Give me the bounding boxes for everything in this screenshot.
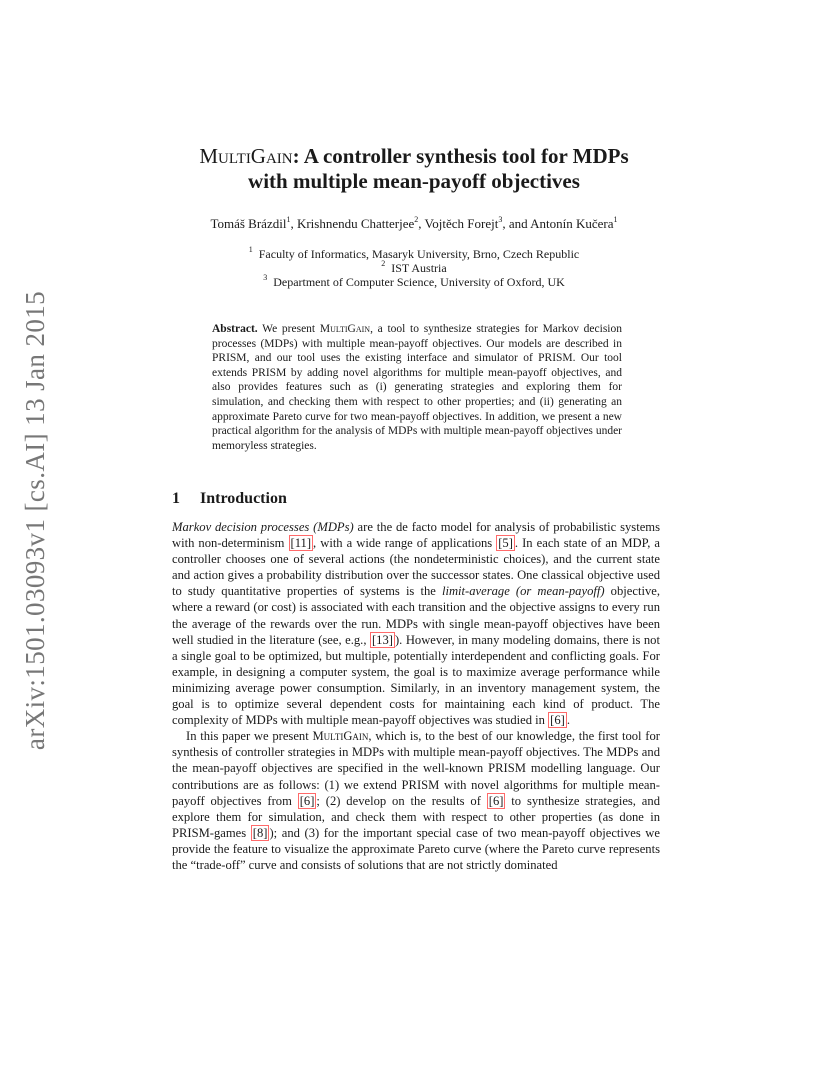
affiliation-number: 2 — [381, 259, 386, 268]
text-run: , with a wide range of applications — [313, 536, 497, 551]
citation-link[interactable]: [5] — [498, 536, 513, 551]
text-run: , which is, to the best of our knowledge, the first tool for synthesis of controller strategies in MDPs with multiple mean-payoff objectives. The MDPs and the mean-payoff objectives are specified in the well-known PRISM modelling language. Our contributions are as follows: (1) we extend PRISM with novel algorithms for multiple mean-payoff objectives from — [172, 729, 660, 808]
text-run: are the de facto model for analysis of probabilistic systems with non-determinism — [172, 520, 660, 551]
title-tool-name: MultiGain — [199, 144, 293, 168]
citation-link[interactable]: [6] — [299, 793, 315, 808]
abstract-text: , a tool to synthesize strategies for Markov decision processes (MDPs) with multiple mean-payoff objectives. Our models are described in PRISM, and our tool uses the existing interface and simulator of PRISM. Our tool extends PRISM by adding novel algorithms for multiple mean-payoff objectives, and also provides features such as (i) generating strategies and exploring them for simulation, and checking them with respect to other properties; and (ii) generating an approximate Pareto curve for two mean-payoff objectives. In addition, we present a new practical algorithm for the analysis of MDPs with multiple mean-payoff objectives under memoryless strategies. — [212, 323, 623, 452]
paragraph — [172, 728, 660, 873]
abstract-label: Abstract. — [212, 323, 258, 335]
affiliation-text: Department of Computer Science, University of Oxford, UK — [273, 275, 565, 289]
author-affiliation-mark: 3 — [498, 214, 503, 224]
body-text — [172, 519, 660, 873]
author-name: Tomáš Brázdil — [210, 216, 287, 231]
text-run: ; (2) develop on the results of — [316, 793, 487, 808]
affiliation-number: 3 — [263, 273, 268, 282]
author-affiliation-mark: 2 — [414, 214, 419, 224]
affiliation-line — [120, 261, 708, 275]
text-run: ). However, in many modeling domains, there is not a single goal to be optimized, but multiple, potentially interdependent and conflicting goals. For example, in designing a computer system, the goal is to maximize average performance while minimizing average power consumption. Similarly, in an inventory management system, the goal is to optimize several dependent costs for maintaining each kind of product. The complexity of MDPs with multiple mean-payoff objectives was studied in — [172, 632, 660, 728]
term-limit-average: limit-average (or mean-payoff) — [441, 584, 605, 599]
term-mdp: Markov decision processes (MDPs) — [172, 520, 354, 534]
text-run: . In each state of an MDP, a controller chooses one of several actions (the nondeterministic choices), and the current state and action gives a probability distribution over the successor states. One classical objective used to study quantitative properties of systems is the — [172, 536, 660, 599]
citation-link[interactable]: [6] — [550, 713, 565, 728]
author-name: Antonín Kučera — [530, 216, 614, 231]
abstract-lead: We present — [262, 323, 316, 335]
text-run: objective, where a reward (or cost) is associated with each transition and the objective assigns to every run the average of the rewards over the run. MDPs with single mean-payoff objectives have been well studied in the literature (see, e.g., — [172, 584, 660, 647]
text-run: to synthesize strategies, and explore them for simulation, and check them with respect to other properties (as done in PRISM-games — [172, 793, 660, 840]
affiliation-text: Faculty of Informatics, Masaryk University, Brno, Czech Republic — [258, 247, 580, 261]
citation-link[interactable]: [13] — [371, 632, 393, 647]
paragraph — [172, 519, 660, 728]
text-run: ); and (3) for the important special case of two mean-payoff objectives we provide the feature to visualize the approximate Pareto curve (where the Pareto curve represents the “trade-off” curve and consists of solutions that are not strictly dominated — [172, 825, 660, 872]
title-line1: : A controller synthesis tool for MDPs — [292, 144, 629, 168]
citation-link[interactable]: [6] — [488, 793, 504, 808]
section-title: Introduction — [200, 490, 287, 507]
title-line2: with multiple mean-payoff objectives — [248, 169, 580, 193]
affiliation-number: 1 — [248, 245, 253, 254]
paper-title — [120, 144, 708, 194]
affiliation-line — [120, 247, 708, 261]
citation-link[interactable]: [8] — [252, 825, 268, 840]
section-heading — [172, 490, 660, 508]
abstract-tool-name: MultiGain — [319, 323, 371, 335]
author-name: Krishnendu Chatterjee — [296, 216, 415, 231]
author-separator: , — [290, 216, 297, 231]
text-run: . — [566, 713, 570, 728]
author-affiliation-mark: 1 — [286, 214, 291, 224]
affiliation-line — [120, 275, 708, 289]
affiliation-text: IST Austria — [391, 261, 447, 275]
citation-link[interactable]: [11] — [290, 536, 312, 551]
body-tool-name: MultiGain — [312, 729, 369, 744]
arxiv-identifier-stamp — [14, 290, 58, 750]
author-affiliation-mark: 1 — [613, 214, 618, 224]
arxiv-id-text: arXiv:1501.03093v1 [cs.AI] 13 Jan 2015 — [20, 290, 51, 750]
affiliation-list — [120, 247, 708, 289]
author-separator: , — [418, 216, 425, 231]
section-number: 1 — [172, 490, 180, 507]
author-separator: , and — [502, 216, 531, 231]
author-name: Vojtěch Forejt — [424, 216, 499, 231]
author-list — [120, 216, 708, 232]
text-run: In this paper we present — [186, 729, 313, 744]
abstract — [212, 322, 622, 453]
